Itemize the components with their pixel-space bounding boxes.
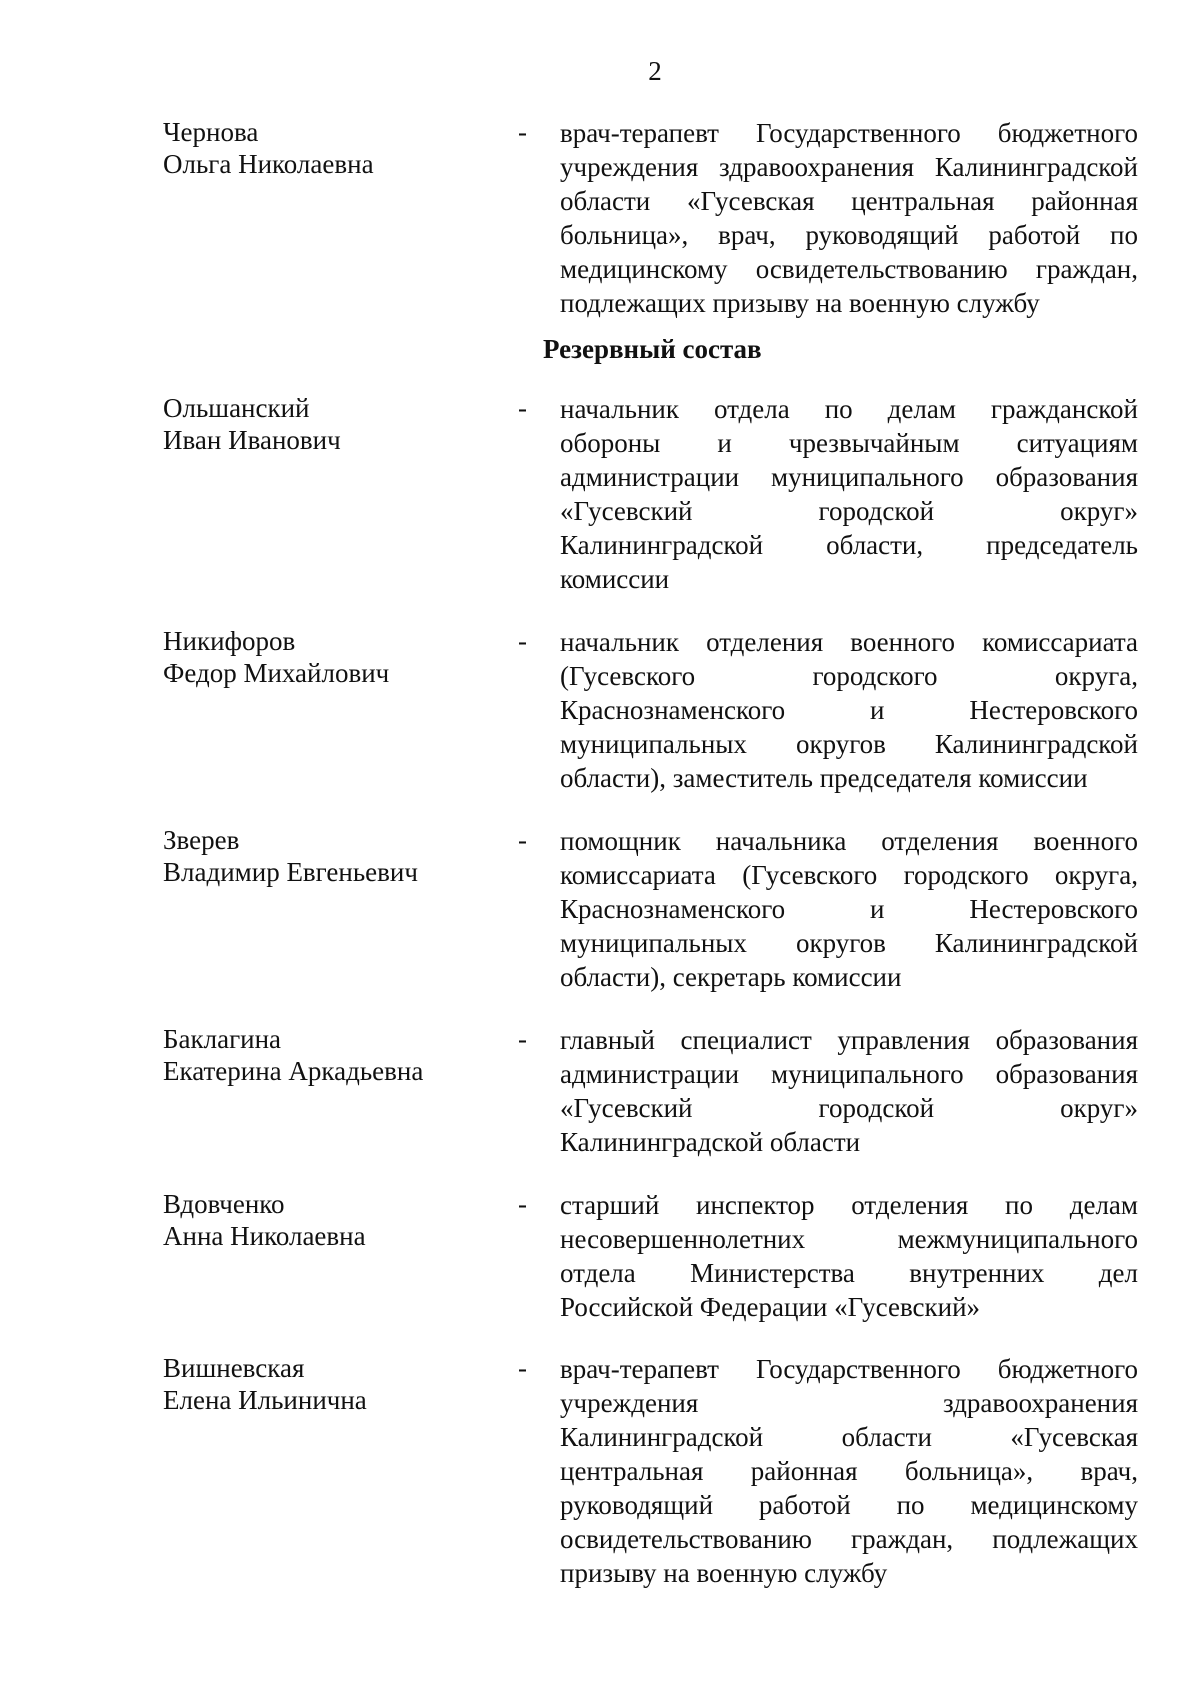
position-line: Калининградской области «Гусевская xyxy=(560,1422,1138,1452)
separator-dash: - xyxy=(518,626,527,656)
position-line: Краснознаменского и Нестеровского xyxy=(560,695,1138,725)
position-line: Калининградской области, председатель xyxy=(560,530,1138,560)
position-line: подлежащих призыву на военную службу xyxy=(560,288,1040,318)
position-line: области), секретарь комиссии xyxy=(560,962,902,992)
member-given-name: Владимир Евгеньевич xyxy=(163,857,418,887)
position-line: «Гусевский городской округ» xyxy=(560,1093,1138,1123)
position-line: старший инспектор отделения по делам xyxy=(560,1190,1138,1220)
page-number: 2 xyxy=(648,56,662,86)
member-given-name: Екатерина Аркадьевна xyxy=(163,1056,424,1086)
position-line: учреждения здравоохранения Калининградской xyxy=(560,152,1138,182)
member-position xyxy=(560,1188,1138,1324)
position-line: врач-терапевт Государственного бюджетного xyxy=(560,118,1138,148)
position-line: руководящий работой по медицинскому xyxy=(560,1490,1138,1520)
position-line: врач-терапевт Государственного бюджетного xyxy=(560,1354,1138,1384)
member-name xyxy=(163,392,503,456)
member-given-name: Иван Иванович xyxy=(163,425,341,455)
section-title: Резервный состав xyxy=(543,334,762,364)
position-line: Российской Федерации «Гусевский» xyxy=(560,1292,981,1322)
position-line: несовершеннолетних межмуниципального xyxy=(560,1224,1138,1254)
member-surname: Вдовченко xyxy=(163,1189,285,1219)
position-line: муниципальных округов Калининградской xyxy=(560,928,1138,958)
member-surname: Чернова xyxy=(163,117,259,147)
member-surname: Баклагина xyxy=(163,1024,282,1054)
position-line: муниципальных округов Калининградской xyxy=(560,729,1138,759)
member-surname: Вишневская xyxy=(163,1353,305,1383)
position-line: начальник отдела по делам гражданской xyxy=(560,394,1138,424)
separator-dash: - xyxy=(518,825,527,855)
member-name xyxy=(163,824,503,888)
position-line: администрации муниципального образования xyxy=(560,462,1138,492)
position-line: начальник отделения военного комиссариата xyxy=(560,627,1138,657)
member-surname: Зверев xyxy=(163,825,240,855)
position-line: медицинскому освидетельствованию граждан, xyxy=(560,254,1138,284)
position-line: призыву на военную службу xyxy=(560,1558,888,1588)
position-line: помощник начальника отделения военного xyxy=(560,826,1138,856)
position-line: комиссариата (Гусевского городского округа, xyxy=(560,860,1138,890)
position-line: администрации муниципального образования xyxy=(560,1059,1138,1089)
position-line: «Гусевский городской округ» xyxy=(560,496,1138,526)
position-line: Калининградской области xyxy=(560,1127,861,1157)
position-line: области), заместитель председателя комиссии xyxy=(560,763,1088,793)
separator-dash: - xyxy=(518,1189,527,1219)
member-position xyxy=(560,1352,1138,1590)
member-surname: Никифоров xyxy=(163,626,296,656)
member-position xyxy=(560,824,1138,994)
position-line: отдела Министерства внутренних дел xyxy=(560,1258,1138,1288)
position-line: больница», врач, руководящий работой по xyxy=(560,220,1138,250)
member-name xyxy=(163,1023,503,1087)
member-position xyxy=(560,1023,1138,1159)
separator-dash: - xyxy=(518,1353,527,1383)
position-line: учреждения здравоохранения xyxy=(560,1388,1138,1418)
member-position xyxy=(560,625,1138,795)
position-line: обороны и чрезвычайным ситуациям xyxy=(560,428,1138,458)
position-line: комиссии xyxy=(560,564,670,594)
position-line: (Гусевского городского округа, xyxy=(560,661,1138,691)
member-position xyxy=(560,392,1138,596)
position-line: области «Гусевская центральная районная xyxy=(560,186,1138,216)
separator-dash: - xyxy=(518,117,527,147)
separator-dash: - xyxy=(518,393,527,423)
member-position xyxy=(560,116,1138,320)
position-line: главный специалист управления образования xyxy=(560,1025,1138,1055)
member-name xyxy=(163,625,503,689)
separator-dash: - xyxy=(518,1024,527,1054)
member-given-name: Анна Николаевна xyxy=(163,1221,366,1251)
member-given-name: Елена Ильинична xyxy=(163,1385,367,1415)
position-line: центральная районная больница», врач, xyxy=(560,1456,1138,1486)
member-name xyxy=(163,1352,503,1416)
member-name xyxy=(163,116,503,180)
member-given-name: Федор Михайлович xyxy=(163,658,390,688)
member-given-name: Ольга Николаевна xyxy=(163,149,374,179)
member-name xyxy=(163,1188,503,1252)
position-line: освидетельствованию граждан, подлежащих xyxy=(560,1524,1138,1554)
member-surname: Ольшанский xyxy=(163,393,310,423)
position-line: Краснознаменского и Нестеровского xyxy=(560,894,1138,924)
